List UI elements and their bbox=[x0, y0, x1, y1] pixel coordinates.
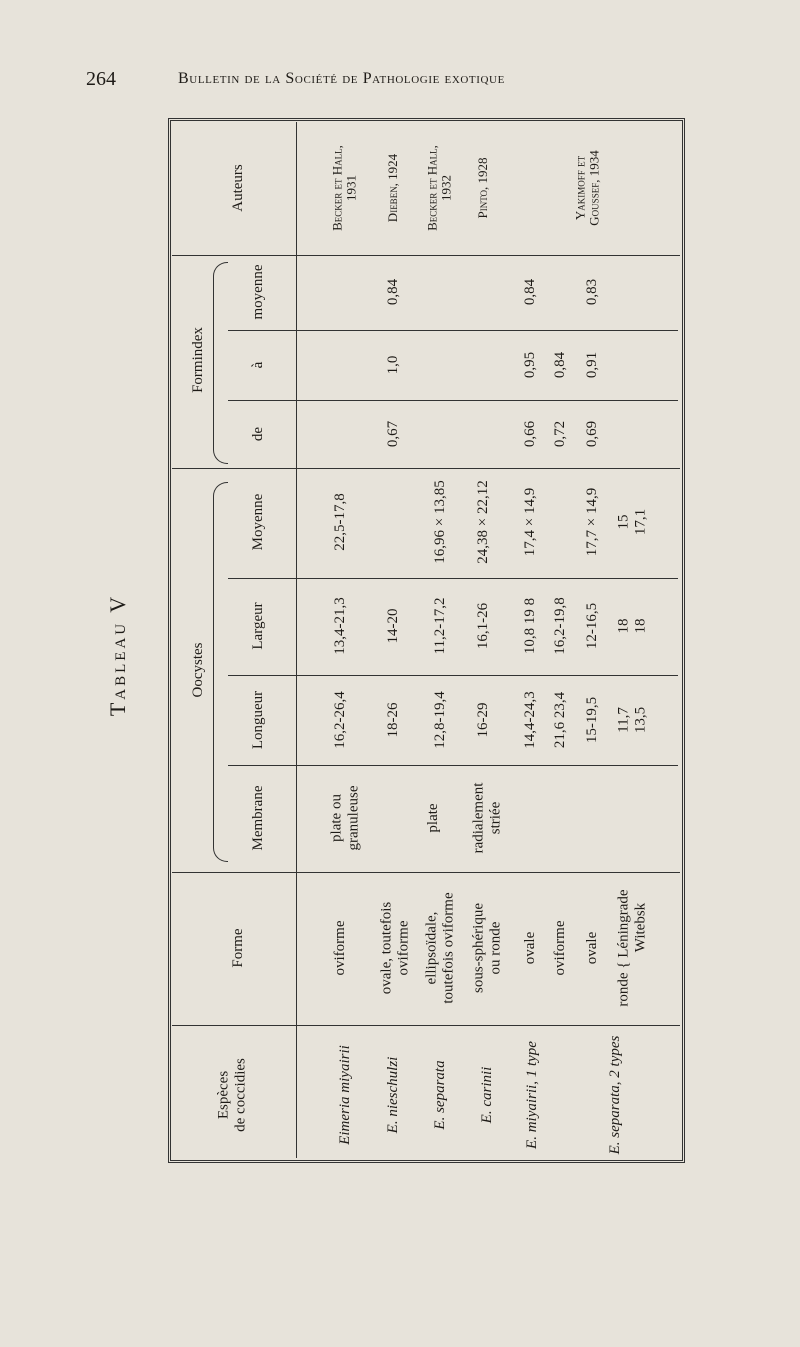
header-auteurs: Auteurs bbox=[229, 164, 246, 212]
cell-largeur: 13,4-21,3 bbox=[331, 597, 348, 655]
cell-largeur: 18 18 bbox=[615, 618, 648, 634]
separator-forme bbox=[172, 1025, 680, 1026]
header-rule bbox=[296, 122, 297, 1158]
cell-a: 0,95 bbox=[521, 351, 538, 379]
cell-forme: sous-sphérique ou ronde bbox=[470, 903, 503, 993]
cell-membrane: plate ou granuleuse bbox=[328, 785, 361, 851]
cell-moyenne: 22,5-17,8 bbox=[331, 493, 348, 551]
cell-de: 0,67 bbox=[384, 420, 401, 448]
cell-largeur: 10,8 19 8 bbox=[521, 597, 538, 655]
header-a: à bbox=[249, 361, 266, 369]
cell-longueur: 18-26 bbox=[384, 702, 401, 738]
cell-a: 0,91 bbox=[583, 351, 600, 379]
table-frame bbox=[168, 118, 685, 1163]
header-membrane: Membrane bbox=[249, 785, 266, 851]
cell-espece: E. carinii bbox=[478, 1066, 495, 1124]
cell-membrane: radialement striée bbox=[470, 782, 503, 854]
table-label: Tableau V bbox=[105, 593, 130, 717]
cell-espece: E. separata, 2 types bbox=[606, 1035, 623, 1155]
separator-oocystes bbox=[172, 872, 680, 873]
header-moyenne: Moyenne bbox=[249, 493, 266, 551]
separator-formindex bbox=[172, 468, 680, 469]
cell-forme: ronde { Léningrade Witebsk bbox=[615, 889, 648, 1007]
cell-largeur: 16,1-26 bbox=[474, 602, 491, 650]
cell-de: 0,69 bbox=[583, 420, 600, 448]
running-title: Bulletin de la Société de Pathologie exotique bbox=[178, 70, 505, 87]
header-oocystes: Oocystes bbox=[189, 642, 206, 698]
cell-espece: Eimeria miyairii bbox=[336, 1045, 353, 1145]
cell-largeur: 14-20 bbox=[384, 608, 401, 644]
cell-longueur: 12,8-19,4 bbox=[431, 691, 448, 749]
header-de: de bbox=[249, 426, 266, 442]
cell-auteur: Yakimoff et Goussef, 1934 bbox=[572, 150, 602, 226]
cell-de: 0,72 bbox=[551, 420, 568, 448]
cell-forme: ovale bbox=[521, 931, 538, 965]
cell-moyenne: 17,7 × 14,9 bbox=[583, 487, 600, 557]
cell-fmoy: 0,84 bbox=[384, 278, 401, 306]
cell-longueur: 15-19,5 bbox=[583, 696, 600, 744]
oocystes-brace bbox=[213, 482, 228, 862]
cell-moyenne: 16,96 × 13,85 bbox=[431, 480, 448, 564]
header-forme: Forme bbox=[229, 928, 246, 968]
cell-espece: E. nieschulzi bbox=[384, 1056, 401, 1134]
formindex-brace bbox=[213, 262, 228, 464]
cell-auteur: Becker et Hall, 1932 bbox=[424, 145, 454, 231]
cell-espece: E. separata bbox=[431, 1060, 448, 1130]
cell-de: 0,66 bbox=[521, 420, 538, 448]
cell-forme: oviforme bbox=[551, 920, 568, 976]
cell-largeur: 12-16,5 bbox=[583, 602, 600, 650]
cell-longueur: 16,2-26,4 bbox=[331, 691, 348, 749]
cell-fmoy: 0,83 bbox=[583, 278, 600, 306]
cell-longueur: 11,7 13,5 bbox=[615, 706, 648, 734]
cell-moyenne: 17,4 × 14,9 bbox=[521, 487, 538, 557]
cell-forme: oviforme bbox=[331, 920, 348, 976]
page-number: 264 bbox=[86, 68, 116, 90]
cell-a: 1,0 bbox=[384, 355, 401, 375]
cell-espece: E. miyairii, 1 type bbox=[523, 1041, 540, 1149]
header-formindex: Formindex bbox=[189, 327, 206, 393]
cell-moyenne: 15 17,1 bbox=[615, 508, 648, 536]
cell-longueur: 14,4-24,3 bbox=[521, 691, 538, 749]
cell-membrane: plate bbox=[424, 803, 441, 833]
cell-fmoy: 0,84 bbox=[521, 278, 538, 306]
cell-forme: ellipsoïdale, toutefois oviforme bbox=[423, 892, 456, 1004]
cell-forme: ovale, toutefois oviforme bbox=[378, 901, 411, 995]
cell-auteur: Pinto, 1928 bbox=[474, 157, 490, 219]
cell-forme: ovale bbox=[583, 931, 600, 965]
cell-longueur: 21,6 23,4 bbox=[551, 691, 568, 749]
header-especes: Espèces de coccidies bbox=[215, 1058, 248, 1132]
separator-auteurs bbox=[172, 255, 680, 256]
cell-auteur: Becker et Hall, 1931 bbox=[329, 145, 359, 231]
cell-largeur: 16,2-19,8 bbox=[551, 597, 568, 655]
header-fmoyenne: moyenne bbox=[249, 264, 266, 320]
header-longueur: Longueur bbox=[249, 690, 266, 750]
cell-a: 0,84 bbox=[551, 351, 568, 379]
cell-largeur: 11,2-17,2 bbox=[431, 597, 448, 655]
cell-longueur: 16-29 bbox=[474, 702, 491, 738]
header-largeur: Largeur bbox=[249, 602, 266, 650]
cell-moyenne: 24,38 × 22,12 bbox=[474, 480, 491, 564]
cell-auteur: Dieben, 1924 bbox=[384, 153, 400, 223]
